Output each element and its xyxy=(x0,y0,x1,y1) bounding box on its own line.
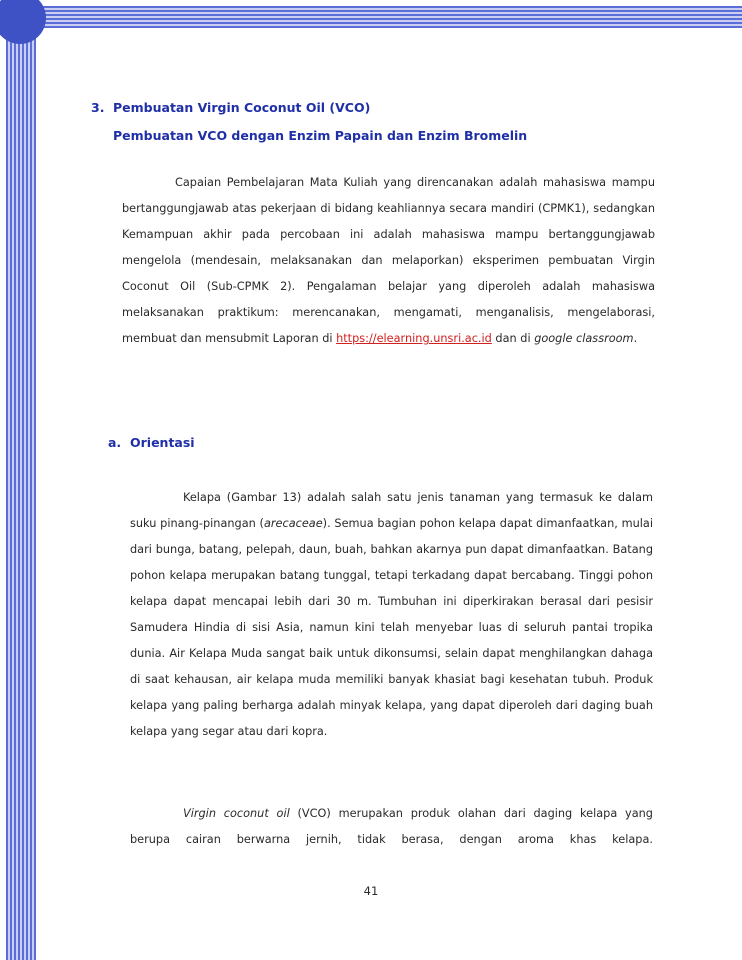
para1-after-link: dan di xyxy=(491,332,535,345)
section-heading xyxy=(91,94,527,150)
paragraph-orientation xyxy=(130,485,653,745)
section-subtitle: Pembuatan VCO dengan Enzim Papain dan Enzim Bromelin xyxy=(113,128,528,143)
section-title-line xyxy=(91,94,527,122)
para2-text-before: Kelapa (Gambar 13) adalah salah satu jenis tanaman yang termasuk ke dalam suku pinang-pinangan ( xyxy=(130,491,653,530)
para1-text: Capaian Pembelajaran Mata Kuliah yang direncanakan adalah mahasiswa mampu bertanggungjawab atas pekerjaan di bidang keahliannya secara mandiri (CPMK1), sedangkan Kemampuan akhir pada percobaan ini adalah mahasiswa mampu bertanggungjawab mengelola (mendesain, melaksanakan dan melaporkan) eksperimen pembuatan Virgin Coconut Oil (Sub-CPMK 2). Pengalaman belajar yang diperoleh adalah mahasiswa melaksanakan praktikum: merencanakan, mengamati, menganalisis, mengelaborasi, membuat dan mensubmit Laporan di xyxy=(122,176,655,345)
para2-italic: arecaceae xyxy=(263,517,323,530)
page-number: 41 xyxy=(363,884,379,898)
subsection-number: a. xyxy=(108,435,122,450)
paragraph-learning-outcomes xyxy=(122,170,655,352)
para1-end: . xyxy=(633,332,638,345)
para3-italic: Virgin coconut oil xyxy=(183,807,290,820)
paragraph-vco xyxy=(130,801,653,853)
subsection-title: Orientasi xyxy=(130,435,195,450)
para2-text-after: ). Semua bagian pohon kelapa dapat dimanfaatkan, mulai dari bunga, batang, pelepah, daun, buah, bahkan akarnya pun dapat dimanfaatkan. Batang pohon kelapa merupakan batang tunggal, tetapi terkadang dapat bercabang. Tinggi pohon kelapa dapat mencapai lebih dari 30 m. Tumbuhan ini diperkirakan berasal dari pesisir Samudera Hindia di sisi Asia, namun kini telah menyebar luas di seluruh pantai tropika dunia. Air Kelapa Muda sangat baik untuk dikonsumsi, selain dapat menghilangkan dahaga di saat kehausan, air kelapa muda memiliki banyak khasiat bagi kesehatan tubuh. Produk kelapa yang paling berharga adalah minyak kelapa, yang dapat diperoleh dari daging buah kelapa yang segar atau dari kopra. xyxy=(130,517,653,738)
section-title: Pembuatan Virgin Coconut Oil (VCO) xyxy=(113,100,371,115)
para1-italic: google classroom xyxy=(534,332,634,345)
para3-text: (VCO) merupakan produk olahan dari daging kelapa yang berupa cairan berwarna jernih, tidak berasa, dengan aroma khas kelapa. xyxy=(130,807,653,846)
subsection-heading xyxy=(108,435,195,450)
section-number: 3. xyxy=(91,100,105,115)
elearning-link[interactable]: https://elearning.unsri.ac.id xyxy=(336,332,492,345)
